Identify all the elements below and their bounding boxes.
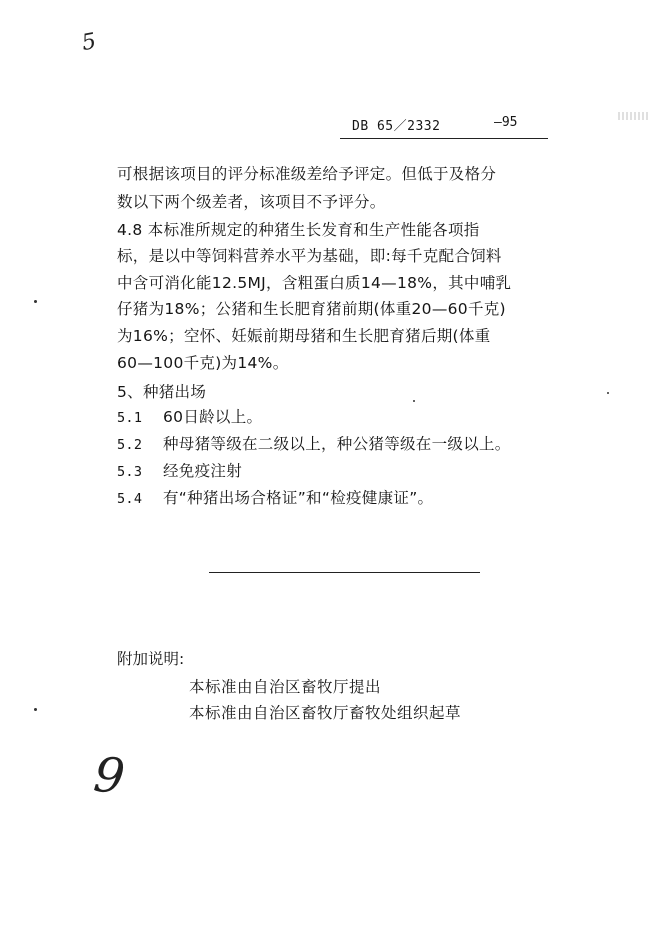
paragraph-4-8-line: 为16%；空怀、妊娠前期母猪和生长肥育猪后期(体重 bbox=[117, 327, 491, 345]
section-5-title: 5、种猪出场 bbox=[117, 383, 207, 401]
item-text: 经免疫注射 bbox=[163, 462, 243, 480]
paragraph-4-8-line: 60—100千克)为14%。 bbox=[117, 354, 289, 372]
paragraph-line: 可根据该项目的评分标准级差给予评定。但低于及格分 bbox=[117, 165, 497, 183]
section-item bbox=[117, 405, 262, 427]
binding-hole-dot bbox=[34, 300, 37, 303]
page-number: —95 bbox=[494, 115, 518, 130]
paragraph-4-8-line: 4.8 本标准所规定的种猪生长发育和生产性能各项指 bbox=[117, 221, 480, 239]
item-text: 有“种猪出场合格证”和“检疫健康证”。 bbox=[163, 489, 434, 507]
standard-code: DB 65／2332 bbox=[352, 119, 441, 134]
item-number: 5.1 bbox=[117, 410, 143, 426]
header-rule bbox=[340, 138, 548, 139]
end-rule bbox=[209, 572, 480, 573]
section-item bbox=[117, 486, 433, 508]
notes-title: 附加说明: bbox=[117, 650, 185, 668]
item-text: 60日龄以上。 bbox=[163, 408, 263, 426]
paragraph-4-8-line: 仔猪为18%；公猪和生长肥育猪前期(体重20—60千克) bbox=[117, 300, 506, 318]
scan-speck bbox=[413, 400, 415, 402]
item-text: 种母猪等级在二级以上，种公猪等级在一级以上。 bbox=[163, 435, 511, 453]
handwritten-top-mark: 5 bbox=[79, 28, 99, 57]
note-line: 本标准由自治区畜牧厅畜牧处组织起草 bbox=[189, 704, 462, 722]
paragraph-4-8-line: 中含可消化能12.5MJ，含粗蛋白质14—18%，其中哺乳 bbox=[117, 274, 512, 292]
handwritten-number: 9 bbox=[91, 746, 128, 806]
scan-smudge bbox=[618, 112, 648, 120]
section-item bbox=[117, 459, 242, 481]
item-number: 5.3 bbox=[117, 464, 143, 480]
item-number: 5.2 bbox=[117, 437, 143, 453]
scan-speck bbox=[607, 392, 609, 394]
paragraph-4-8-line: 标，是以中等饲料营养水平为基础，即:每千克配合饲料 bbox=[117, 247, 502, 265]
item-number: 5.4 bbox=[117, 491, 143, 507]
section-item bbox=[117, 432, 511, 454]
binding-hole-dot bbox=[34, 708, 37, 711]
note-line: 本标准由自治区畜牧厅提出 bbox=[189, 678, 382, 696]
paragraph-line: 数以下两个级差者，该项目不予评分。 bbox=[117, 193, 386, 211]
